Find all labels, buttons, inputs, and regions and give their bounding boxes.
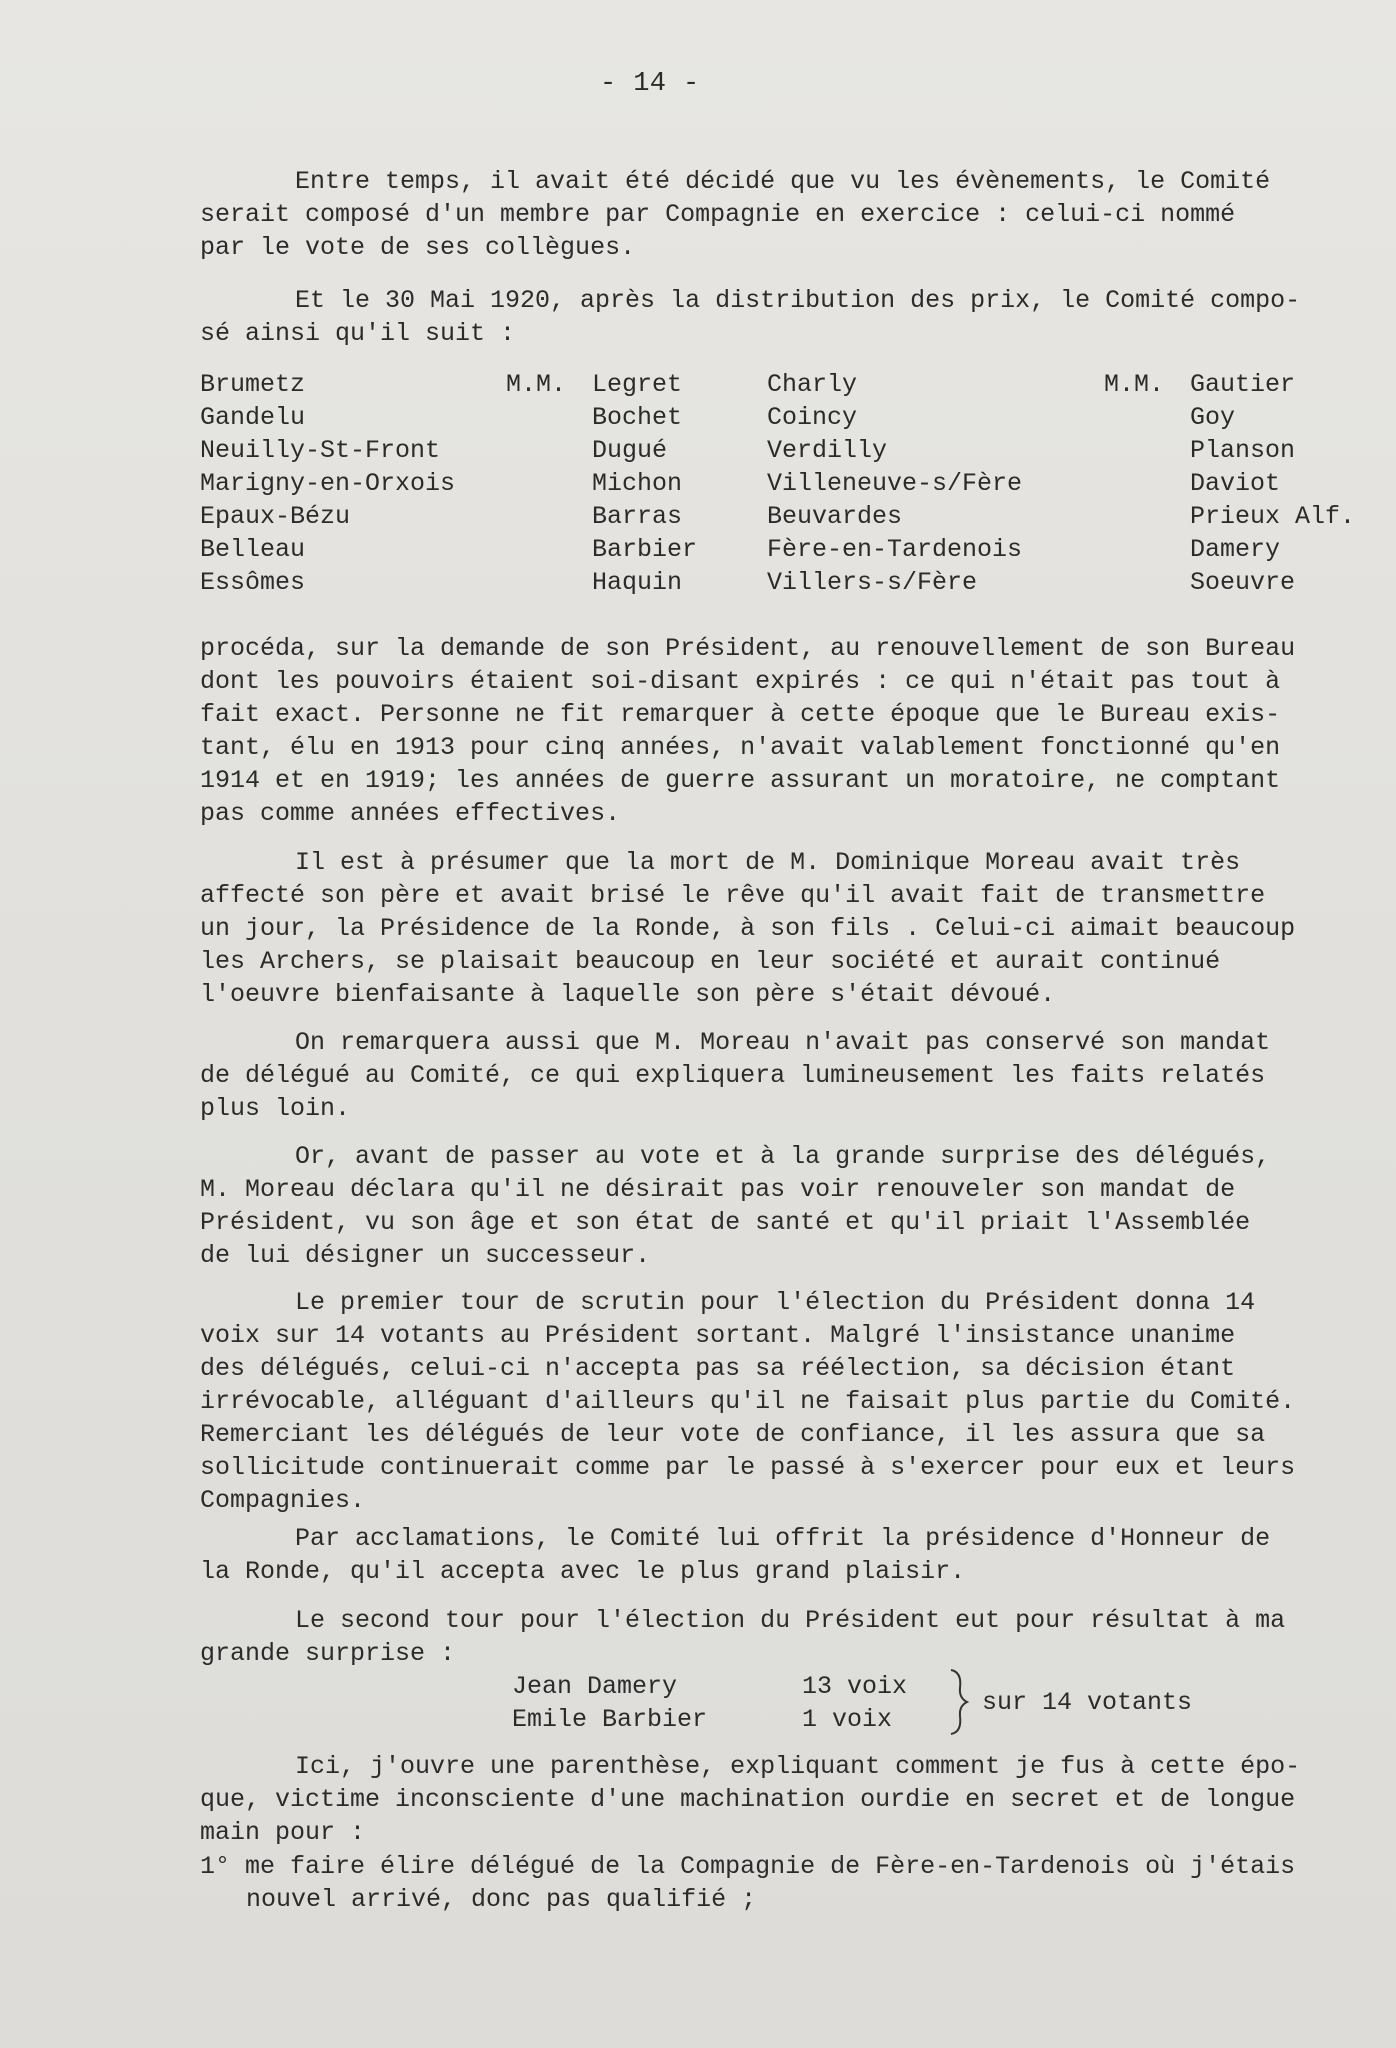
text-line: Il est à présumer que la mort de M. Dominique Moreau avait très	[295, 848, 1241, 877]
text-line: que, victime inconsciente d'une machination ourdie en secret et de longue	[200, 1785, 1296, 1814]
delegate-name: Legret	[592, 370, 683, 399]
delegate-name: Goy	[1190, 403, 1236, 432]
text-line: Le second tour pour l'élection du Président eut pour résultat à ma	[295, 1606, 1286, 1635]
text-line: irrévocable, alléguant d'ailleurs qu'il ne faisait plus partie du Comité.	[200, 1387, 1296, 1416]
text-line: procéda, sur la demande de son Président, au renouvellement de son Bureau	[200, 634, 1296, 663]
text-line: fait exact. Personne ne fit remarquer à cette époque que le Bureau exis-	[200, 700, 1281, 729]
paragraph-7	[200, 1286, 1390, 1517]
delegate-name: Barbier	[592, 535, 698, 564]
text-line: des délégués, celui-ci n'accepta pas sa réélection, sa décision étant	[200, 1354, 1236, 1383]
text-line: les Archers, se plaisait beaucoup en leur société et aurait continué	[200, 947, 1221, 976]
text-line: Et le 30 Mai 1920, après la distribution des prix, le Comité compo-	[295, 286, 1301, 315]
text-line: nouvel arrivé, donc pas qualifié ;	[246, 1885, 757, 1914]
delegate-name: Damery	[1190, 535, 1281, 564]
text-line: Compagnies.	[200, 1486, 366, 1515]
vote-counts	[802, 1670, 907, 1736]
paragraph-3	[200, 632, 1390, 830]
place-name: Fère-en-Tardenois	[767, 535, 1023, 564]
delegate-name: Barras	[592, 502, 683, 531]
delegate-name: Bochet	[592, 403, 683, 432]
text-line: grande surprise :	[200, 1639, 456, 1668]
place-name: Coincy	[767, 403, 858, 432]
text-line: dont les pouvoirs étaient soi-disant expirés : ce qui n'était pas tout à	[200, 667, 1281, 696]
committee-right-places	[767, 368, 1022, 599]
paragraph-6	[200, 1140, 1390, 1272]
place-name: Epaux-Bézu	[200, 502, 351, 531]
text-line: 1° me faire élire délégué de la Compagnie de Fère-en-Tardenois où j'étais	[200, 1852, 1296, 1881]
place-name: Belleau	[200, 535, 306, 564]
text-line: la Ronde, qu'il accepta avec le plus grand plaisir.	[200, 1557, 966, 1586]
text-line: Remerciant les délégués de leur vote de confiance, il les assura que sa	[200, 1420, 1266, 1449]
vote-candidates	[512, 1670, 707, 1736]
place-name: Verdilly	[767, 436, 888, 465]
vote-count: 1 voix	[802, 1705, 893, 1734]
committee-left-places	[200, 368, 455, 599]
text-line: sollicitude continuerait comme par le passé à s'exercer pour eux et leurs	[200, 1453, 1296, 1482]
mm-label-left: M.M.	[506, 370, 567, 399]
vote-count: 13 voix	[802, 1672, 908, 1701]
text-line: affecté son père et avait brisé le rêve qu'il avait fait de transmettre	[200, 881, 1266, 910]
text-line: sé ainsi qu'il suit :	[200, 319, 516, 348]
delegate-name: Dugué	[592, 436, 668, 465]
place-name: Gandelu	[200, 403, 306, 432]
place-name: Charly	[767, 370, 858, 399]
text-line: M. Moreau déclara qu'il ne désirait pas voir renouveler son mandat de	[200, 1175, 1236, 1204]
text-line: par le vote de ses collègues.	[200, 233, 636, 262]
paragraph-2	[200, 284, 1390, 350]
place-name: Neuilly-St-Front	[200, 436, 441, 465]
paragraph-10	[200, 1750, 1390, 1849]
place-name: Essômes	[200, 568, 306, 597]
text-line: Ici, j'ouvre une parenthèse, expliquant comment je fus à cette épo-	[295, 1752, 1301, 1781]
mm-label-right: M.M.	[1104, 370, 1165, 399]
text-line: On remarquera aussi que M. Moreau n'avait pas conservé son mandat	[295, 1028, 1271, 1057]
delegate-name: Prieux Alf.	[1190, 502, 1356, 531]
place-name: Villers-s/Fère	[767, 568, 978, 597]
paragraph-8	[200, 1522, 1390, 1588]
text-line: Or, avant de passer au vote et à la grande surprise des délégués,	[295, 1142, 1271, 1171]
text-line: de délégué au Comité, ce qui expliquera lumineusement les faits relatés	[200, 1061, 1266, 1090]
text-line: un jour, la Présidence de la Ronde, à son fils . Celui-ci aimait beaucoup	[200, 914, 1296, 943]
text-line: tant, élu en 1913 pour cinq années, n'avait valablement fonctionné qu'en	[200, 733, 1281, 762]
paragraph-4	[200, 846, 1390, 1011]
committee-right-names	[1190, 368, 1355, 599]
delegate-name: Planson	[1190, 436, 1296, 465]
text-line: Entre temps, il avait été décidé que vu les évènements, le Comité	[295, 167, 1271, 196]
text-line: Président, vu son âge et son état de santé et qu'il priait l'Assemblée	[200, 1208, 1251, 1237]
candidate-name: Jean Damery	[512, 1672, 678, 1701]
text-line: l'oeuvre bienfaisante à laquelle son père s'était dévoué.	[200, 980, 1056, 1009]
place-name: Brumetz	[200, 370, 306, 399]
paragraph-1	[200, 165, 1390, 264]
place-name: Marigny-en-Orxois	[200, 469, 456, 498]
text-line: pas comme années effectives.	[200, 799, 621, 828]
delegate-name: Michon	[592, 469, 683, 498]
text-line: Le premier tour de scrutin pour l'élection du Président donna 14	[295, 1288, 1256, 1317]
text-line: 1914 et en 1919; les années de guerre assurant un moratoire, ne comptant	[200, 766, 1281, 795]
text-line: de lui désigner un successeur.	[200, 1241, 651, 1270]
text-line: serait composé d'un membre par Compagnie en exercice : celui-ci nommé	[200, 200, 1236, 229]
paragraph-5	[200, 1026, 1390, 1125]
text-line: Par acclamations, le Comité lui offrit la présidence d'Honneur de	[295, 1524, 1271, 1553]
delegate-name: Soeuvre	[1190, 568, 1296, 597]
text-line: main pour :	[200, 1818, 366, 1847]
page-number: - 14 -	[600, 69, 700, 99]
delegate-name: Daviot	[1190, 469, 1281, 498]
text-line: voix sur 14 votants au Président sortant. Malgré l'insistance unanime	[200, 1321, 1236, 1350]
committee-left-names	[592, 368, 697, 599]
delegate-name: Gautier	[1190, 370, 1296, 399]
text-line: plus loin.	[200, 1094, 351, 1123]
brace-icon	[948, 1668, 970, 1736]
vote-total: sur 14 votants	[982, 1688, 1193, 1717]
place-name: Villeneuve-s/Fère	[767, 469, 1023, 498]
paragraph-9	[200, 1604, 1390, 1670]
delegate-name: Haquin	[592, 568, 683, 597]
paragraph-11	[200, 1850, 1390, 1916]
place-name: Beuvardes	[767, 502, 903, 531]
candidate-name: Emile Barbier	[512, 1705, 708, 1734]
